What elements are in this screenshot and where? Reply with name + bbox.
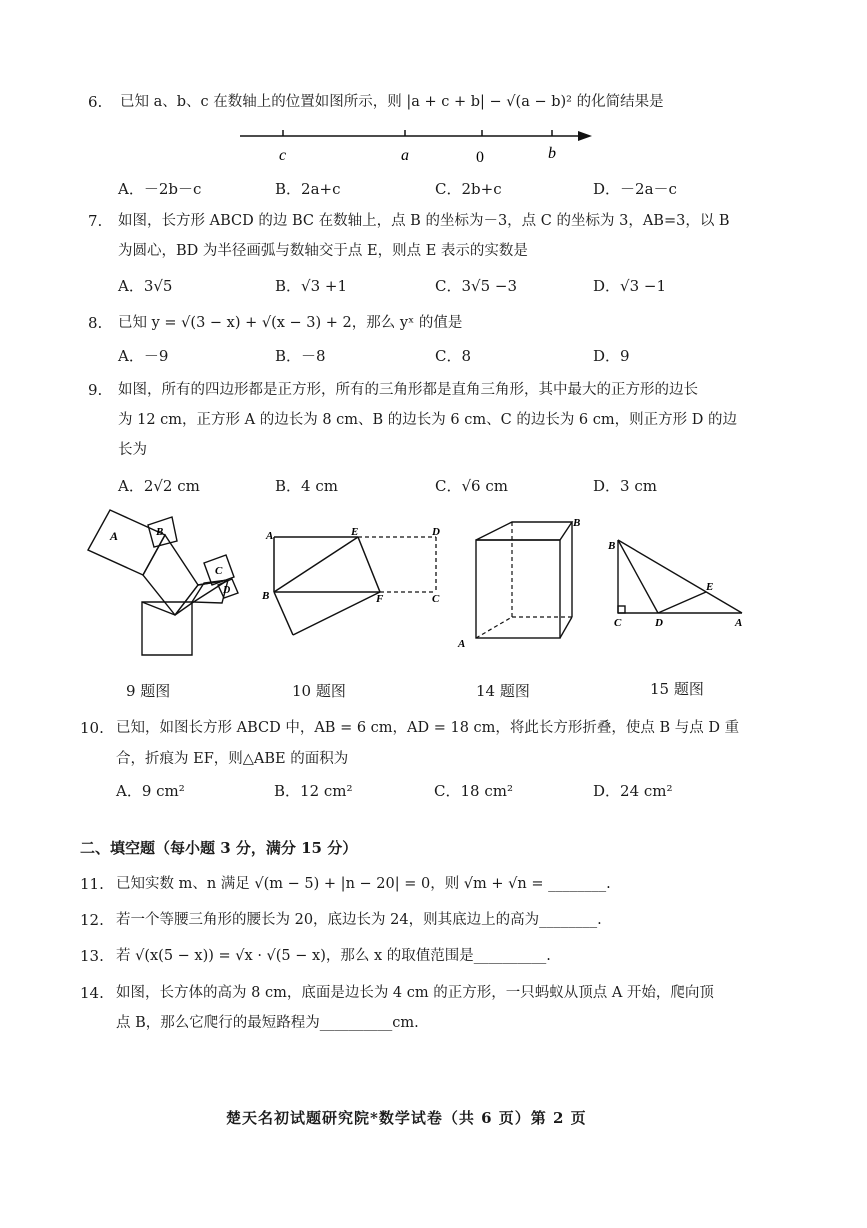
q12-number: 12. bbox=[80, 911, 104, 929]
q7-number: 7. bbox=[88, 212, 103, 230]
q10-option-a: A．9 cm² bbox=[116, 782, 185, 800]
q9-line1: 如图，所有的四边形都是正方形，所有的三角形都是直角三角形，其中最大的正方形的边长 bbox=[118, 382, 698, 398]
q10-line1: 已知，如图长方形 ABCD 中，AB = 6 cm，AD = 18 cm，将此长方形折叠，使点 B 与点 D 重 bbox=[116, 720, 740, 736]
q9-option-b: B．4 cm bbox=[275, 477, 338, 495]
q12-text: 若一个等腰三角形的腰长为 20，底边长为 24，则其底边上的高为________. bbox=[116, 912, 602, 928]
figure-10 bbox=[258, 522, 458, 642]
q14-number: 14. bbox=[80, 984, 104, 1002]
q8-option-d: D．9 bbox=[593, 347, 630, 365]
q6-option-a: A．－2b－c bbox=[118, 180, 202, 198]
caption-fig10: 10 题图 bbox=[292, 682, 346, 700]
caption-fig9: 9 题图 bbox=[126, 682, 171, 700]
q7-line1: 如图，长方形 ABCD 的边 BC 在数轴上，点 B 的坐标为－3，点 C 的坐标为 3，AB=3，以 B bbox=[118, 213, 730, 229]
q9-option-a: A．2√2 cm bbox=[118, 477, 200, 495]
figure-14 bbox=[452, 512, 592, 652]
q10-option-c: C．18 cm² bbox=[434, 782, 513, 800]
q7-option-c: C．3√5 −3 bbox=[435, 277, 518, 295]
q11-text: 已知实数 m、n 满足 √(m − 5) + |n − 20| = 0，则 √m + √n = ________. bbox=[116, 876, 611, 892]
q9-line2: 为 12 cm，正方形 A 的边长为 8 cm、B 的边长为 6 cm、C 的边长为 6 cm，则正方形 D 的边 bbox=[118, 412, 737, 428]
q9-number: 9. bbox=[88, 381, 103, 399]
fig14-label-b: B bbox=[573, 517, 581, 529]
fig9-label-a: A bbox=[110, 529, 119, 543]
fig10-label-e: E bbox=[351, 526, 359, 538]
q6-text: 已知 a、b、c 在数轴上的位置如图所示，则 |a + c + b| − √(a − b)² 的化简结果是 bbox=[120, 94, 664, 110]
q8-option-c: C．8 bbox=[435, 347, 472, 365]
q14-line2: 点 B，那么它爬行的最短路程为__________cm. bbox=[116, 1015, 419, 1031]
q6-option-b: B．2a+c bbox=[275, 180, 341, 198]
axis-label-0: 0 bbox=[476, 149, 484, 166]
q7-line2: 为圆心，BD 为半径画弧与数轴交于点 E，则点 E 表示的实数是 bbox=[118, 243, 528, 259]
axis-label-c: c bbox=[279, 147, 287, 164]
q8-option-b: B．－8 bbox=[275, 347, 326, 365]
fig10-label-d: D bbox=[432, 526, 440, 538]
q13-number: 13. bbox=[80, 947, 104, 965]
q8-option-a: A．－9 bbox=[118, 347, 169, 365]
caption-fig14: 14 题图 bbox=[476, 682, 530, 700]
q6-number-line bbox=[230, 120, 600, 170]
page-footer: 楚天名初试题研究院*数学试卷（共 6 页）第 2 页 bbox=[226, 1109, 587, 1127]
q10-number: 10. bbox=[80, 719, 104, 737]
q9-option-d: D．3 cm bbox=[593, 477, 657, 495]
fig10-label-f: F bbox=[376, 593, 384, 605]
q10-option-b: B．12 cm² bbox=[274, 782, 353, 800]
fig10-label-a: A bbox=[266, 530, 274, 542]
fig9-label-c: C bbox=[215, 565, 223, 577]
fig15-label-c: C bbox=[614, 617, 622, 629]
fig15-label-a: A bbox=[735, 617, 743, 629]
q10-option-d: D．24 cm² bbox=[593, 782, 673, 800]
fig15-label-b: B bbox=[608, 540, 616, 552]
fig14-label-a: A bbox=[458, 638, 466, 650]
q8-number: 8. bbox=[88, 314, 103, 332]
q10-line2: 合，折痕为 EF，则△ABE 的面积为 bbox=[116, 751, 349, 767]
fig9-label-d: D bbox=[223, 585, 231, 596]
axis-label-b: b bbox=[548, 145, 556, 162]
q6-option-d: D．－2a－c bbox=[593, 180, 677, 198]
fig9-label-b: B bbox=[156, 526, 164, 538]
axis-label-a: a bbox=[401, 147, 409, 164]
fig10-label-c: C bbox=[432, 593, 440, 605]
figure-9 bbox=[80, 505, 250, 665]
q6-number: 6. bbox=[88, 93, 103, 111]
fig15-label-d: D bbox=[655, 617, 663, 629]
fig15-label-e: E bbox=[706, 581, 714, 593]
q7-option-a: A．3√5 bbox=[118, 277, 173, 295]
fig10-label-b: B bbox=[262, 590, 270, 602]
q9-option-c: C．√6 cm bbox=[435, 477, 508, 495]
section-2-title: 二、填空题（每小题 3 分，满分 15 分） bbox=[80, 839, 358, 857]
caption-fig15: 15 题图 bbox=[650, 680, 704, 698]
q11-number: 11. bbox=[80, 875, 104, 893]
q7-option-d: D．√3 −1 bbox=[593, 277, 667, 295]
figure-15 bbox=[600, 530, 760, 630]
q9-line3: 长为 bbox=[118, 442, 147, 458]
q8-text: 已知 y = √(3 − x) + √(x − 3) + 2，那么 yˣ 的值是 bbox=[118, 315, 463, 331]
q6-option-c: C．2b+c bbox=[435, 180, 502, 198]
q14-line1: 如图，长方体的高为 8 cm，底面是边长为 4 cm 的正方形，一只蚂蚁从顶点 A 开始，爬向顶 bbox=[116, 985, 714, 1001]
q13-text: 若 √(x(5 − x)) = √x · √(5 − x)，那么 x 的取值范围是__________. bbox=[116, 948, 551, 964]
q7-option-b: B．√3 +1 bbox=[275, 277, 348, 295]
